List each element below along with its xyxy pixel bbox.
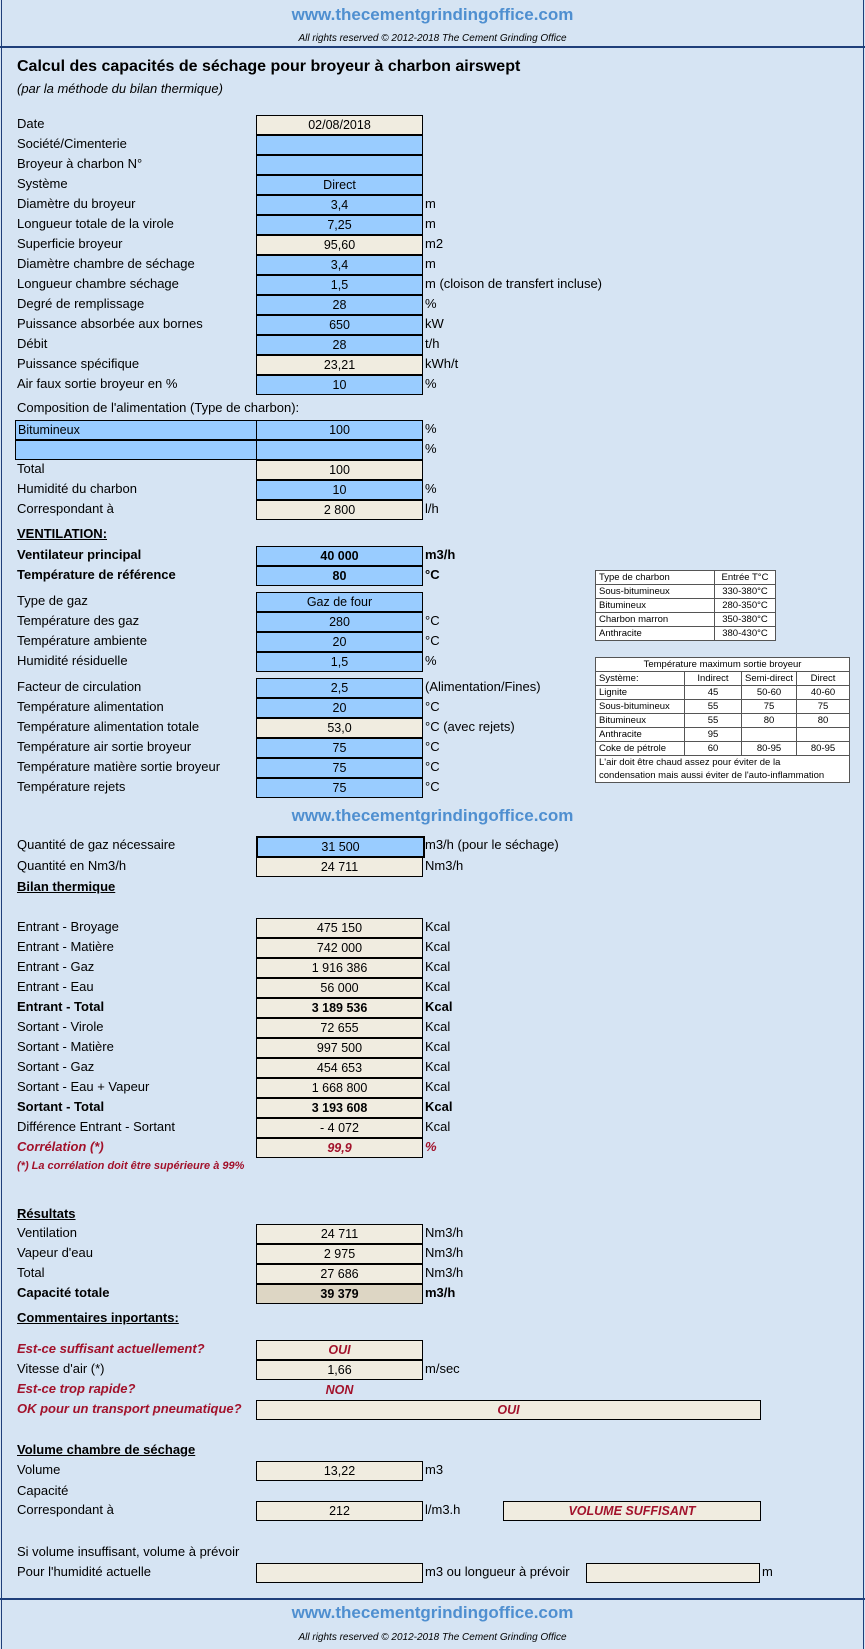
value-field: 72 655 (256, 1018, 423, 1038)
field-label: Température ambiente (17, 633, 148, 648)
unit-label: Nm3/h (425, 1265, 464, 1280)
coal-percent-field[interactable] (256, 440, 423, 460)
divider-top (0, 46, 865, 48)
table-cell: 330-380°C (715, 585, 776, 599)
value-field: 1 916 386 (256, 958, 423, 978)
value-field: OUI (256, 1340, 423, 1360)
value-field[interactable]: 1,5 (256, 275, 423, 295)
coal-inlet-temp-table (595, 570, 776, 641)
unit-label: °C (425, 779, 440, 794)
results-heading: Résultats (17, 1206, 76, 1221)
table-row (596, 627, 776, 641)
value-field: 997 500 (256, 1038, 423, 1058)
unit-label: °C (425, 759, 440, 774)
unit-label: % (425, 421, 437, 436)
value-field: - 4 072 (256, 1118, 423, 1138)
unit-label: Nm3/h (425, 1225, 464, 1240)
value-field (256, 1563, 423, 1583)
value-field: 95,60 (256, 235, 423, 255)
unit-label: Kcal (425, 939, 451, 954)
coal-type-field[interactable]: Bitumineux (15, 420, 259, 440)
copyright-bottom: All rights reserved © 2012-2018 The Cement Grinding Office (298, 1632, 567, 1643)
unit-label: Kcal (425, 1039, 451, 1054)
value-field: 23,21 (256, 355, 423, 375)
unit-label: l/h (425, 501, 439, 516)
table-cell: 55 (685, 700, 742, 714)
value-field: 3 189 536 (256, 998, 423, 1018)
field-label: Société/Cimenterie (17, 136, 127, 151)
table-cell: 80-95 (742, 742, 797, 756)
unit-label: % (425, 296, 437, 311)
unit-label: m (cloison de transfert incluse) (425, 276, 603, 291)
value-field: 475 150 (256, 918, 423, 938)
table-cell: 75 (742, 700, 797, 714)
site-link-mid[interactable]: www.thecementgrindingoffice.com (291, 806, 574, 825)
table-cell: Système: (596, 672, 685, 686)
unit-label: °C (425, 567, 440, 582)
unit-label: m3/h (pour le séchage) (425, 837, 559, 852)
table-note: L'air doit être chaud assez pour éviter de la (596, 756, 850, 770)
value-field[interactable]: 3,4 (256, 255, 423, 275)
value-field[interactable]: 650 (256, 315, 423, 335)
page-subtitle: (par la méthode du bilan thermique) (17, 81, 223, 96)
unit-label: m3 (425, 1462, 444, 1477)
field-label: Entrant - Total (17, 999, 105, 1014)
unit-label: m/sec (425, 1361, 460, 1376)
table-cell: Direct (797, 672, 850, 686)
table-row (596, 599, 776, 613)
table-cell: 95 (685, 728, 742, 742)
value-field (586, 1563, 760, 1583)
unit-label: m (425, 216, 436, 231)
table-cell: 350-380°C (715, 613, 776, 627)
unit-label: m (425, 196, 436, 211)
field-label: Capacité (17, 1483, 69, 1498)
value-field[interactable]: 40 000 (256, 546, 423, 566)
unit-label: Kcal (425, 919, 451, 934)
table-row (596, 613, 776, 627)
value-field[interactable]: 3,4 (256, 195, 423, 215)
value-field: NON (325, 1383, 354, 1397)
field-label: OK pour un transport pneumatique? (17, 1401, 242, 1416)
field-label: Longueur chambre séchage (17, 276, 179, 291)
unit-label: m (425, 256, 436, 271)
table-cell: 50-60 (742, 686, 797, 700)
table-cell: Sous-bitumineux (596, 585, 715, 599)
unit-label: m2 (425, 236, 444, 251)
field-label: Humidité du charbon (17, 481, 137, 496)
value-field: 742 000 (256, 938, 423, 958)
comments-heading: Commentaires inportants: (17, 1310, 179, 1325)
field-label: Est-ce suffisant actuellement? (17, 1341, 205, 1356)
table-cell: Charbon marron (596, 613, 715, 627)
unit-label: % (425, 1139, 437, 1154)
value-field[interactable]: 1,5 (256, 652, 423, 672)
field-label: Total (17, 461, 45, 476)
value-field[interactable]: 20 (256, 632, 423, 652)
field-label: Ventilateur principal (17, 547, 142, 562)
field-label: Entrant - Eau (17, 979, 94, 994)
unit-label: Kcal (425, 1059, 451, 1074)
field-label: Vapeur d'eau (17, 1245, 93, 1260)
table-cell: Sous-bitumineux (596, 700, 685, 714)
value-field: 24 711 (256, 857, 423, 877)
unit-label: °C (425, 633, 440, 648)
field-label: Sortant - Matière (17, 1039, 114, 1054)
unit-label: l/m3.h (425, 1502, 461, 1517)
feed-heading: Composition de l'alimentation (Type de charbon): (17, 400, 300, 415)
unit-label: °C (avec rejets) (425, 719, 515, 734)
bilan-heading: Bilan thermique (17, 879, 116, 894)
value-field[interactable]: 75 (256, 738, 423, 758)
unit-label: kW (425, 316, 444, 331)
chamber-heading: Volume chambre de séchage (17, 1442, 196, 1457)
value-field[interactable]: 75 (256, 778, 423, 798)
table-cell: 80-95 (797, 742, 850, 756)
site-link-bottom[interactable]: www.thecementgrindingoffice.com (291, 1603, 574, 1622)
correlation-note: (*) La corrélation doit être supérieure à 99% (17, 1160, 245, 1172)
copyright-top: All rights reserved © 2012-2018 The Cement Grinding Office (298, 33, 567, 44)
field-label: Puissance absorbée aux bornes (17, 316, 203, 331)
unit-label: Kcal (425, 1019, 451, 1034)
unit-label: Kcal (425, 999, 453, 1014)
unit-label: kWh/t (425, 356, 459, 371)
table-cell: Anthracite (596, 728, 685, 742)
value-field: 100 (256, 460, 423, 480)
field-label: Quantité de gaz nécessaire (17, 837, 176, 852)
field-label: Température de référence (17, 567, 176, 582)
value-field: 13,22 (256, 1461, 423, 1481)
field-label: Diamètre du broyeur (17, 196, 136, 211)
field-label: Puissance spécifique (17, 356, 140, 371)
table-cell: 75 (797, 700, 850, 714)
table-note: condensation mais aussi éviter de l'auto-inflammation (596, 769, 850, 783)
value-field: 56 000 (256, 978, 423, 998)
value-field[interactable]: 80 (256, 566, 423, 586)
table-cell: 45 (685, 686, 742, 700)
field-label: Broyeur à charbon N° (17, 156, 143, 171)
unit-label: Kcal (425, 959, 451, 974)
unit-label: % (425, 376, 437, 391)
field-label: Longueur totale de la virole (17, 216, 174, 231)
field-label: Humidité résiduelle (17, 653, 128, 668)
value-field[interactable]: 280 (256, 612, 423, 632)
volume-status-field: VOLUME SUFFISANT (503, 1501, 761, 1521)
table-row (596, 672, 850, 686)
field-label: Sortant - Eau + Vapeur (17, 1079, 150, 1094)
value-field[interactable]: 2,5 (256, 678, 423, 698)
unit-label: Kcal (425, 1099, 453, 1114)
field-label: Pour l'humidité actuelle (17, 1564, 151, 1579)
field-label: Température des gaz (17, 613, 140, 628)
value-field[interactable]: 28 (256, 335, 423, 355)
field-label: Quantité en Nm3/h (17, 858, 127, 873)
table-cell: Coke de pétrole (596, 742, 685, 756)
field-label: Correspondant à (17, 1502, 114, 1517)
unit-label: °C (425, 699, 440, 714)
table-cell (797, 728, 850, 742)
unit-label: Kcal (425, 979, 451, 994)
value-field[interactable] (256, 135, 423, 155)
value-field[interactable]: 20 (256, 698, 423, 718)
table-cell: Type de charbon (596, 571, 715, 585)
coal-type-field[interactable] (15, 440, 259, 460)
field-label: Si volume insuffisant, volume à prévoir (17, 1544, 240, 1559)
table-cell: Entrée T°C (715, 571, 776, 585)
table-row (596, 742, 850, 756)
value-field: 2 800 (256, 500, 423, 520)
field-label: Température alimentation totale (17, 719, 200, 734)
field-label: Capacité totale (17, 1285, 110, 1300)
value-field[interactable]: 28 (256, 295, 423, 315)
value-field: 27 686 (256, 1264, 423, 1284)
field-label: Entrant - Broyage (17, 919, 119, 934)
value-field: 53,0 (256, 718, 423, 738)
field-label: Vitesse d'air (*) (17, 1361, 105, 1376)
field-label: Date (17, 116, 45, 131)
table-cell: Anthracite (596, 627, 715, 641)
field-label: Entrant - Gaz (17, 959, 95, 974)
field-label: Volume (17, 1462, 61, 1477)
field-label: Système (17, 176, 68, 191)
unit-label: m (762, 1564, 773, 1579)
table-cell: 80 (797, 714, 850, 728)
table-cell: 40-60 (797, 686, 850, 700)
divider-bottom (0, 1598, 865, 1600)
value-field[interactable] (256, 155, 423, 175)
value-field[interactable]: 75 (256, 758, 423, 778)
field-label: Ventilation (17, 1225, 77, 1240)
table-cell: 280-350°C (715, 599, 776, 613)
field-label: Type de gaz (17, 593, 88, 608)
unit-label: % (425, 481, 437, 496)
table-row (596, 686, 850, 700)
table-row (596, 728, 850, 742)
field-label: Superficie broyeur (17, 236, 123, 251)
field-label: Sortant - Virole (17, 1019, 104, 1034)
table-row (596, 658, 850, 672)
unit-label: Nm3/h (425, 858, 464, 873)
value-field: 39 379 (256, 1284, 423, 1304)
unit-label: Nm3/h (425, 1245, 464, 1260)
page-title: Calcul des capacités de séchage pour broyeur à charbon airswept (17, 58, 521, 75)
field-label: Débit (17, 336, 48, 351)
table-cell: Bitumineux (596, 714, 685, 728)
field-label: Entrant - Matière (17, 939, 114, 954)
field-label: Total (17, 1265, 45, 1280)
unit-label: °C (425, 739, 440, 754)
site-link-top[interactable]: www.thecementgrindingoffice.com (291, 5, 574, 24)
field-label: Diamètre chambre de séchage (17, 256, 195, 271)
unit-label: % (425, 441, 437, 456)
table-row (596, 769, 850, 783)
value-field: 3 193 608 (256, 1098, 423, 1118)
table-row (596, 585, 776, 599)
value-field: 454 653 (256, 1058, 423, 1078)
unit-label: °C (425, 613, 440, 628)
table-cell: Indirect (685, 672, 742, 686)
value-field: OUI (256, 1400, 761, 1420)
value-field: 212 (256, 1501, 423, 1521)
field-label: Air faux sortie broyeur en % (17, 376, 178, 391)
table-row (596, 700, 850, 714)
field-label: Degré de remplissage (17, 296, 145, 311)
ventilation-heading: VENTILATION: (17, 526, 108, 541)
unit-label: m3/h (425, 547, 456, 562)
unit-label: m3/h (425, 1285, 456, 1300)
field-label: Corrélation (*) (17, 1139, 104, 1154)
table-title: Température maximum sortie broyeur (596, 658, 850, 672)
field-label: Température alimentation (17, 699, 164, 714)
value-field: 24 711 (256, 1224, 423, 1244)
field-label: Correspondant à (17, 501, 114, 516)
table-row (596, 571, 776, 585)
unit-label: m3 ou longueur à prévoir (425, 1564, 570, 1579)
value-field[interactable]: Direct (256, 175, 423, 195)
value-field[interactable]: 10 (256, 375, 423, 395)
field-label: Température air sortie broyeur (17, 739, 192, 754)
field-label: Est-ce trop rapide? (17, 1381, 136, 1396)
value-field: 02/08/2018 (256, 115, 423, 135)
max-outlet-temp-table (595, 657, 850, 783)
value-field[interactable]: Gaz de four (256, 592, 423, 612)
field-label: Sortant - Total (17, 1099, 105, 1114)
value-field: 1,66 (256, 1360, 423, 1380)
table-cell: Lignite (596, 686, 685, 700)
table-cell: 60 (685, 742, 742, 756)
value-field: 99,9 (256, 1138, 423, 1158)
unit-label: % (425, 653, 437, 668)
field-label: Température matière sortie broyeur (17, 759, 221, 774)
field-label: Sortant - Gaz (17, 1059, 95, 1074)
field-label: Facteur de circulation (17, 679, 142, 694)
field-label: Différence Entrant - Sortant (17, 1119, 176, 1134)
unit-label: Kcal (425, 1119, 451, 1134)
value-field: 1 668 800 (256, 1078, 423, 1098)
value-field: 2 975 (256, 1244, 423, 1264)
table-cell: 55 (685, 714, 742, 728)
table-cell: 380-430°C (715, 627, 776, 641)
table-row (596, 756, 850, 770)
value-field[interactable]: 31 500 (256, 836, 425, 858)
table-cell: Bitumineux (596, 599, 715, 613)
coal-percent-field[interactable]: 100 (256, 420, 423, 440)
table-cell: Semi-direct (742, 672, 797, 686)
table-cell: 80 (742, 714, 797, 728)
field-label: Température rejets (17, 779, 126, 794)
unit-label: t/h (425, 336, 440, 351)
table-row (596, 714, 850, 728)
unit-label: Kcal (425, 1079, 451, 1094)
value-field[interactable]: 7,25 (256, 215, 423, 235)
unit-label: (Alimentation/Fines) (425, 679, 541, 694)
table-cell (742, 728, 797, 742)
value-field[interactable]: 10 (256, 480, 423, 500)
